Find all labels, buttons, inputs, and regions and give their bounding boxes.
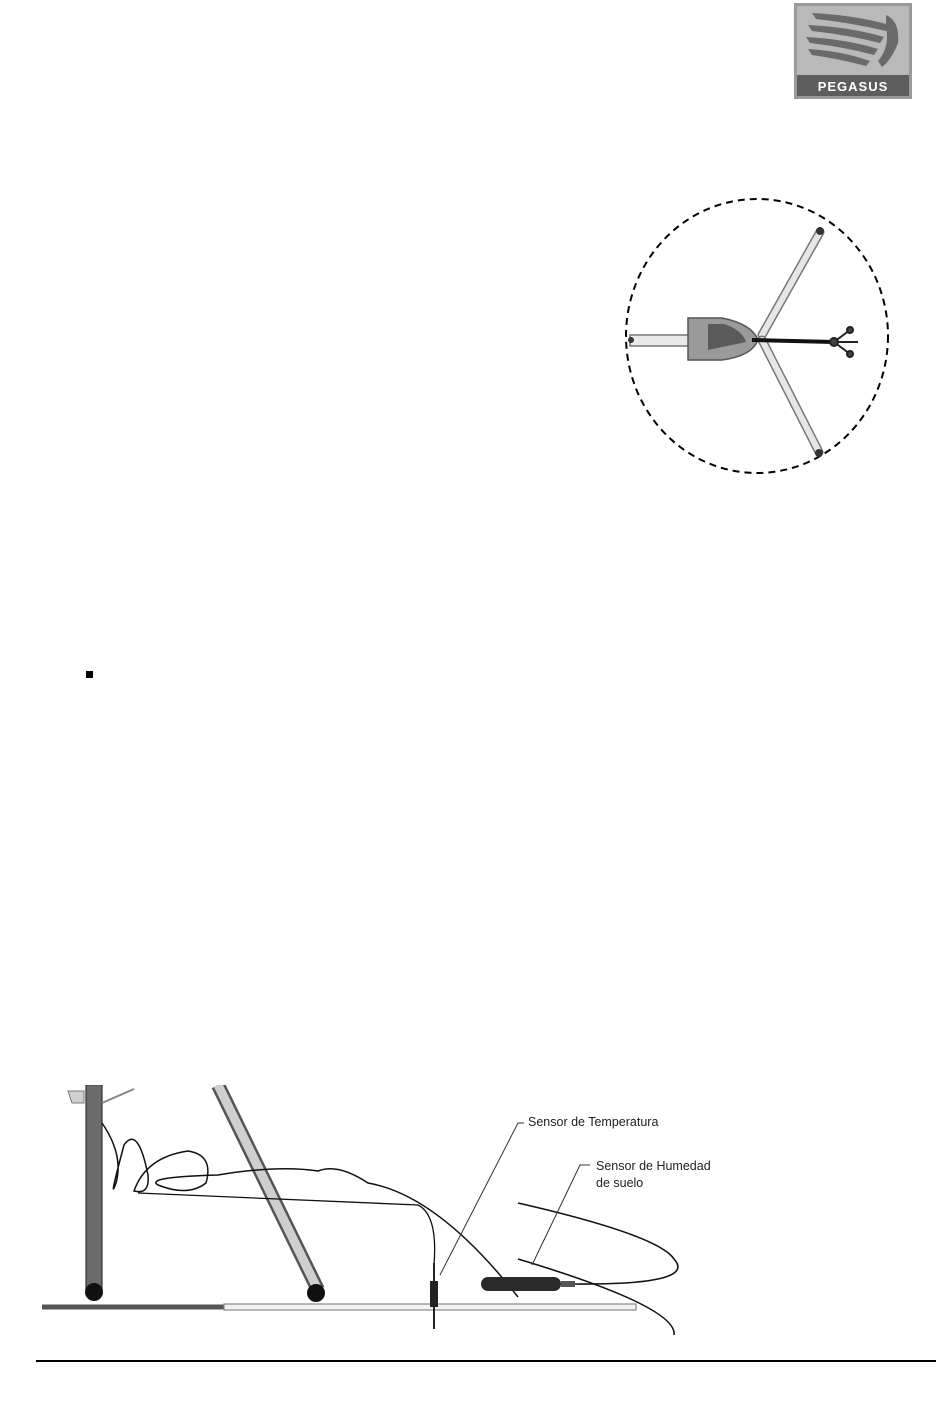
humidity-sensor-label-line1: Sensor de Humedad <box>596 1159 711 1173</box>
humidity-sensor-label-line2: de suelo <box>596 1176 644 1190</box>
footer-divider <box>36 1360 936 1362</box>
logo-brand-text: PEGASUS <box>817 79 889 94</box>
temp-sensor-label: Sensor de Temperatura <box>528 1115 659 1129</box>
sensor-installation-diagram <box>38 1085 758 1335</box>
pegasus-logo <box>794 3 912 99</box>
station-top-view-figure <box>612 190 902 482</box>
list-bullet <box>86 671 93 678</box>
